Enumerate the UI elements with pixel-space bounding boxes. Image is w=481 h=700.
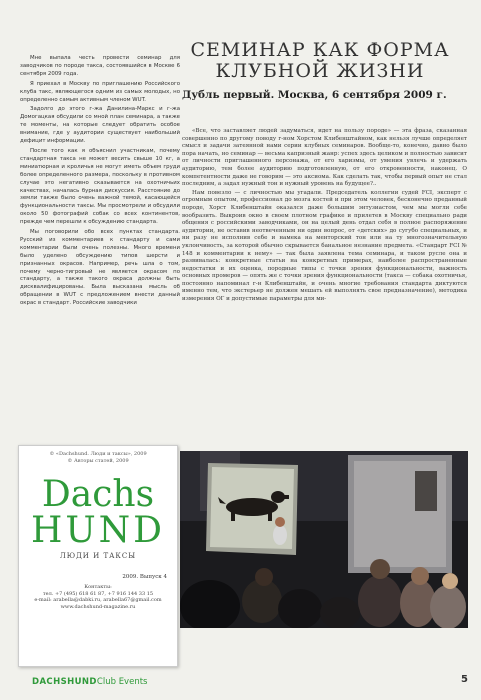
footer-section-name: Club Events	[96, 677, 148, 687]
left-paragraph: Задолго до этого г-жа Данилина-Маркс и г-жа Домогацкая обсудили со мной план семинара, а также те моменты, на которые следует обратить особое внимание, где у аудитории существует наибольший дефицит информации.	[20, 106, 180, 145]
left-column-text	[20, 55, 180, 310]
left-paragraph: Мы поговорили обо всех пунктах стандарта. Русский из комментариев к стандарту и сами комментарии были очень полезны. Много времени было уделено обсуждению типов шерсти и признанных окрасов. Например, речь шла о том, почему черно-тигровый не является окрасом по стандарту, а также такого окраса должны быть дисквалифицированы. Была высказана мысль об обращении в WUT с предложением внести данный окрас в стандарт. Российские заводчики	[20, 229, 180, 307]
copyright-authors: © Авторы статей, 2009	[67, 458, 129, 464]
contacts-site: www.dachshund-magazine.ru	[60, 603, 136, 610]
magazine-imprint	[18, 445, 178, 667]
contacts-heading: Контакты:	[84, 584, 112, 590]
article-title: СЕМИНАР КАК ФОРМА КЛУБНОЙ ЖИЗНИ	[190, 39, 450, 82]
footer-brand	[32, 677, 147, 687]
left-paragraph: Я приехал в Москву по приглашению Российского клуба такс, являющегося одним из самых молодых, но определенно самым активным членом WUT.	[20, 80, 180, 103]
dachshund-logo-line-1: Dachs	[41, 474, 155, 515]
left-paragraph: Мне выпала честь провести семинар для заводчиков по породе такса, состоявшийся в Москве 6 сентября 2009 года.	[20, 55, 180, 77]
copyright-magazine: © «Dachshund. Люди и таксы», 2009	[49, 451, 147, 457]
contacts-email: e-mail: arabella@dabki.ru, arabella67@gmail.com	[34, 597, 162, 604]
right-paragraph: Нам повезло — с личностью мы угадали. Председатель коллегии судей FCI, эксперт с огромным опытом, профессионал до мозга костей и при этом человек, бесконечно преданный породе, Хорст Клибенштайн оказался даже большим энтузиастом, чем мы могли себе вообразить. Выкроив окно в своем плотном графике и прилетев в Москву специально ради общения с российскими заводчиками, он на целый день отдал себя в полное распоряжение аудитории, не оставив неотвеченным ни один вопрос, от «детских» до сугубо специальных, и ни разу не исполнив себе и намека на менторский тон или на ту многозначительную уклончивость, за которой обычно скрывается банальное незнание предмета. «Стандарт FCI № 148 и комментарии к нему» — так была заявлена тема семинара, и таком русле она и развивалась: конкретные статьи на конкретных примерах, наиболее распространенные недостатки и их оценка, породные типы с точки зрения функциональности, важность основных промеров — опять же с точки зрения функциональности (такса — собака охотничья, постоянно напоминал г-н Клибенштайн, и очень многие требования стандарта диктуются именно тем, что экстерьер не должен мешать ей выполнять свое предназначение), методика измерения ОГ и допустимые параметры для ми-	[182, 189, 467, 303]
right-column-text	[182, 128, 467, 305]
logo-tagline: ЛЮДИ И ТАКСЫ	[59, 552, 137, 560]
seminar-photo-image	[180, 451, 468, 628]
footer-brand-name: DACHSHUND	[32, 677, 97, 687]
dachshund-logo-line-2: HUND	[30, 510, 166, 551]
issue-number: 2009. Выпуск 4	[122, 574, 167, 580]
contacts-phone: тел. +7 (495) 618 61 87, +7 916 144 33 15	[42, 590, 154, 597]
right-paragraph: «Все, что заставляет людей задуматься, идет на пользу породе» — эта фраза, сказанная совершенно по другому поводу г-ном Хорстом Клибенштайном, как нельзя лучше определяет смысл и задачи затеянной нами серии клубных семинаров. Вообще-то, конечно, давно было пора начать, но семинар — весьма капризный жанр: успех здесь целиком и полностью зависит от личности приглашенного персонажа, от его харизмы, от умения увлечь и удержать аудиторию, тем более аудиторию подготовленную, от его откровенности, наконец. О компетентности даже не говорим — это аксиома. Как сделать так, чтобы первый опыт не стал последним, а задал нужный тон и нужный уровень на будущее?..	[182, 128, 467, 188]
seminar-photo	[180, 451, 468, 628]
page-number: 5	[461, 674, 468, 685]
left-paragraph: После того как я объяснил участникам, почему стандартная такса не может весить свыше 10 кг, а миниатюрная и кроличья не могут иметь объем груди более определенного размера, поскольку в противном случае это негативно сказывается на охотничьих качествах, началась бурная дискуссия. Расстояние до земли также было очень важной темой, касающейся функциональности таксы. Мы просмотрели и обсудили около 50 фотографий собак со всех континентов, прежде чем перешли к обсуждению стандарта.	[20, 147, 180, 226]
article-subtitle: Дубль первый. Москва, 6 сентября 2009 г.	[182, 89, 447, 101]
